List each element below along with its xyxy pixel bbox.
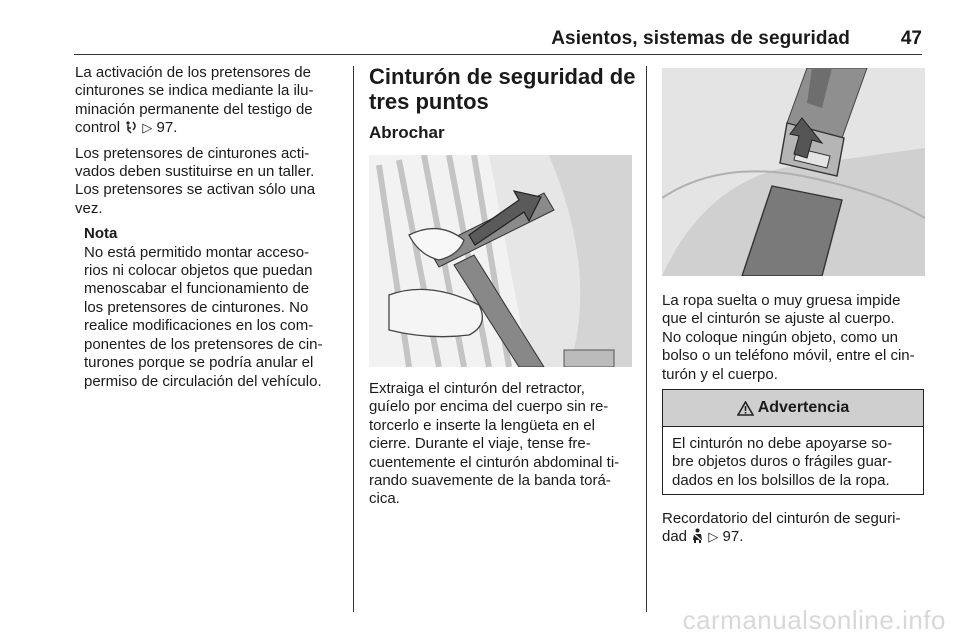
warning-triangle-icon (737, 401, 754, 416)
text-line: turón y el cuerpo. (662, 365, 778, 383)
text-line: vados deben sustituirse en un taller. (75, 163, 315, 181)
column-right-bottom (662, 510, 927, 554)
text-line: La ropa suelta o muy gruesa impide (662, 292, 901, 309)
column-divider-1 (353, 66, 354, 612)
seatbelt-reminder-icon (691, 528, 704, 543)
section-title (369, 64, 634, 114)
page-reference[interactable]: 97. (156, 119, 178, 137)
text-line: No coloque ningún objeto, como un (662, 328, 899, 346)
warning-body (663, 427, 923, 498)
illustration-buckling (369, 155, 632, 367)
page-reference[interactable]: 97. (722, 528, 744, 546)
text-line: No está permitido montar acceso- (84, 243, 310, 261)
text-line: guíelo por encima del cuerpo sin re- (369, 398, 609, 416)
page-number: 47 (900, 28, 922, 49)
note-title: Nota (84, 225, 118, 243)
text-line: Los pretensores de cinturones acti- (75, 144, 310, 162)
text-line: cinturones se indica mediante la ilu- (75, 82, 314, 100)
page-header-title: Asientos, sistemas de seguridad (551, 28, 850, 49)
text-line: cuentemente el cinturón abdominal ti- (369, 453, 620, 471)
text-line: cierre. Durante el viaje, tense fre- (369, 435, 591, 453)
column-right (662, 292, 927, 391)
text-line (662, 528, 927, 546)
illustration-buckle (662, 68, 925, 276)
page-reference-arrow-icon: ▷ (708, 529, 719, 545)
text-line: ponentes de los pretensores de cin- (84, 335, 323, 353)
text-line: torcerlo e inserte la lengüeta en el (369, 416, 595, 434)
text-line: bolso o un teléfono móvil, entre el cin- (662, 347, 915, 365)
column-middle-text (369, 380, 634, 516)
text-line: bre objetos duros o frágiles guar- (672, 453, 893, 471)
column-middle (369, 64, 634, 152)
watermark: carmanualsonline.info (682, 605, 946, 635)
text-line: Los pretensores se activan sólo una (75, 181, 316, 199)
text-line: Extraiga el cinturón del retractor, (369, 380, 585, 397)
column-left (75, 64, 345, 391)
column-divider-2 (646, 66, 647, 612)
note-block (84, 225, 345, 391)
paragraph-buckling-instructions (369, 380, 634, 509)
warning-box (662, 389, 924, 495)
text-line (75, 119, 345, 137)
text-line: rando suavemente de la banda torá- (369, 472, 611, 490)
paragraph-pretensioner-replacement (75, 145, 345, 219)
text-line: minación permanente del testigo de (75, 100, 313, 118)
header-divider (74, 54, 922, 55)
text-line: El cinturón no debe apoyarse so- (672, 435, 893, 452)
text-fragment: dad (662, 528, 688, 546)
paragraph-loose-clothing (662, 292, 927, 384)
text-line: permiso de circulación del vehículo. (84, 372, 322, 390)
text-line: Recordatorio del cinturón de seguri- (662, 510, 901, 527)
airbag-warning-lamp-icon (124, 120, 138, 134)
text-line: La activación de los pretensores de (75, 64, 311, 81)
text-line: menoscabar el funcionamiento de (84, 280, 310, 298)
section-title-line: tres puntos (369, 89, 489, 114)
text-fragment: control (75, 119, 121, 137)
subsection-title: Abrochar (369, 123, 445, 142)
figure-buckling-seatbelt (369, 155, 632, 367)
paragraph-seatbelt-reminder (662, 510, 927, 547)
text-line: realice modificaciones en los com- (84, 317, 314, 335)
text-line: vez. (75, 199, 103, 217)
text-line: que el cinturón se ajuste al cuerpo. (662, 310, 895, 328)
text-line: los pretensores de cinturones. No (84, 298, 309, 316)
page-reference-arrow-icon: ▷ (142, 120, 153, 136)
text-line: dados en los bolsillos de la ropa. (672, 471, 890, 489)
figure-seatbelt-buckle (662, 68, 925, 276)
section-title-line: Cinturón de seguridad de (369, 64, 636, 89)
text-line: cica. (369, 490, 400, 508)
warning-title: Advertencia (757, 399, 850, 416)
paragraph-pretensioner-activation (75, 64, 345, 138)
text-line: turones porque se podría anular el (84, 354, 314, 372)
warning-header (663, 390, 923, 427)
text-line: rios ni colocar objetos que puedan (84, 262, 313, 280)
